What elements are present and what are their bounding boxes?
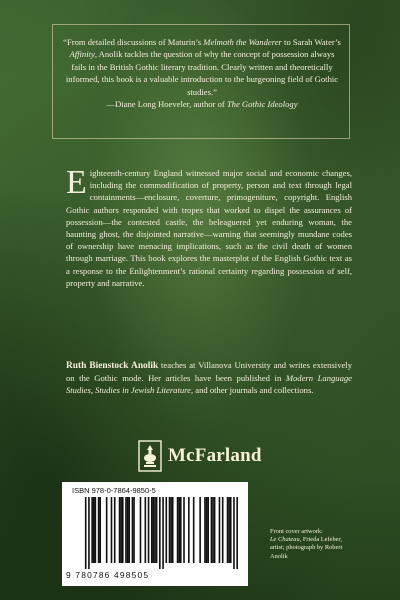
barcode-bar <box>227 497 229 563</box>
barcode-bar <box>236 497 238 569</box>
barcode-bar <box>128 497 130 563</box>
barcode-bar <box>125 497 127 563</box>
barcode-bar <box>145 497 147 563</box>
description-text: ighteenth-century England witnessed major social and economic changes, including the commodification of property, person and text through legal containments—enclosure, coverture, primogeniture, copyright. English Gothic authors responded with tropes that worked to dispel the assurances of possession—the contested castle, the beleaguered yet enduring woman, the haunting ghost, the disjointed narrative—warning that seemingly mundane codes of ownership have menacing implications, such as the civil death of women through marriage. This book explores the masterplot of the English Gothic text as a response to the Enlightenment’s rational certainty regarding possession of self, property and narrative. <box>66 168 352 288</box>
author-name: Ruth Bienstock Anolik <box>66 361 159 371</box>
barcode-bar <box>177 497 179 563</box>
barcode-bar <box>228 497 230 563</box>
artwork-credit-line-2 <box>270 536 388 544</box>
barcode-bar <box>153 497 155 563</box>
barcode-bar <box>172 497 174 563</box>
quote-attribution <box>62 98 342 110</box>
artwork-title: Le Chateau <box>270 536 300 544</box>
artwork-credit-line-1: Front cover artwork: <box>270 528 323 535</box>
barcode-bar <box>133 497 135 563</box>
quote-title-melmoth: Melmoth the Wanderer <box>203 37 282 47</box>
publisher-logo <box>138 440 278 474</box>
barcode-bar <box>206 497 208 563</box>
barcode-bar <box>114 497 116 563</box>
barcode-bar <box>199 497 201 563</box>
barcode-bar <box>95 497 97 563</box>
author-journals: Modern Language Studies, Studies in Jewish Literature, <box>66 373 352 396</box>
barcode-bar <box>212 497 214 563</box>
ean-digits: 9 780786 498505 <box>66 570 150 580</box>
quote-text-1: “From detailed discussions of Maturin’s <box>63 37 204 47</box>
barcode-bar <box>154 497 156 563</box>
quote-text-3: , Anolik tackles the question of why the concept of possession always fails in the British Gothic literary tradition. Clearly written and theoretically informed, this book is a valuable introduction to the burgeoning field of Gothic studies.” <box>65 49 339 97</box>
barcode-bar <box>156 497 158 563</box>
artwork-artist: , Frieda Lefeber, <box>299 536 342 544</box>
barcode-bar <box>211 497 213 563</box>
attribution-book-title: The Gothic Ideology <box>226 99 298 110</box>
barcode-bar <box>93 497 95 563</box>
barcode-bar <box>106 497 108 563</box>
barcode-bar <box>183 497 185 563</box>
barcode-bar <box>127 497 129 563</box>
barcode-bar <box>222 497 224 563</box>
barcode-bar <box>162 497 164 569</box>
barcode-bar <box>193 497 195 563</box>
barcode-bar <box>178 497 180 563</box>
barcode-bar <box>85 497 87 569</box>
barcode-bar <box>91 497 93 563</box>
barcode-bar <box>204 497 206 563</box>
barcode-bar <box>119 497 121 563</box>
barcode-bar <box>230 497 232 563</box>
barcode-bar <box>99 497 101 563</box>
barcode-box <box>62 482 248 586</box>
quote-title-affinity: Affinity <box>69 49 95 60</box>
barcode-bar <box>170 497 172 563</box>
isbn-label: ISBN 978-0-7864-9850-5 <box>72 486 156 495</box>
barcode-bar <box>98 497 100 563</box>
barcode <box>72 497 238 569</box>
artwork-credit-line-4: Anolik <box>270 552 288 560</box>
barcode-bar <box>219 497 221 563</box>
artwork-credit-line-3: artist; photograph by Robert <box>270 544 343 552</box>
barcode-bar <box>233 497 235 569</box>
barcode-bar <box>132 497 134 563</box>
author-bio-end: and other journals and collections. <box>193 385 314 396</box>
barcode-bar <box>165 497 167 563</box>
endorsement-quote <box>62 36 342 110</box>
barcode-bar <box>214 497 216 563</box>
barcode-bar <box>120 497 122 563</box>
barcode-bar <box>180 497 182 563</box>
publisher-name: McFarland <box>168 445 262 466</box>
attribution-text: —Diane Long Hoeveler, author of <box>106 99 227 110</box>
barcode-bar <box>159 497 161 569</box>
barcode-bar <box>151 497 153 563</box>
barcode-bar <box>111 497 113 563</box>
lamp-emblem-icon <box>138 440 162 472</box>
barcode-bar <box>140 497 142 563</box>
author-bio-text: teaches at Villanova University and writes extensively on the Gothic mode. Her articles have been published in <box>66 360 352 384</box>
barcode-bar <box>122 497 124 563</box>
quote-text-2: to Sarah Water’s <box>281 37 341 47</box>
barcode-bar <box>148 497 150 563</box>
author-bio <box>66 359 352 397</box>
cover-artwork-credit <box>270 528 388 561</box>
barcode-bar <box>88 497 90 569</box>
barcode-bar <box>188 497 190 563</box>
barcode-bar <box>169 497 171 563</box>
barcode-bar <box>207 497 209 563</box>
book-description <box>66 164 352 289</box>
drop-cap: E <box>66 164 87 201</box>
